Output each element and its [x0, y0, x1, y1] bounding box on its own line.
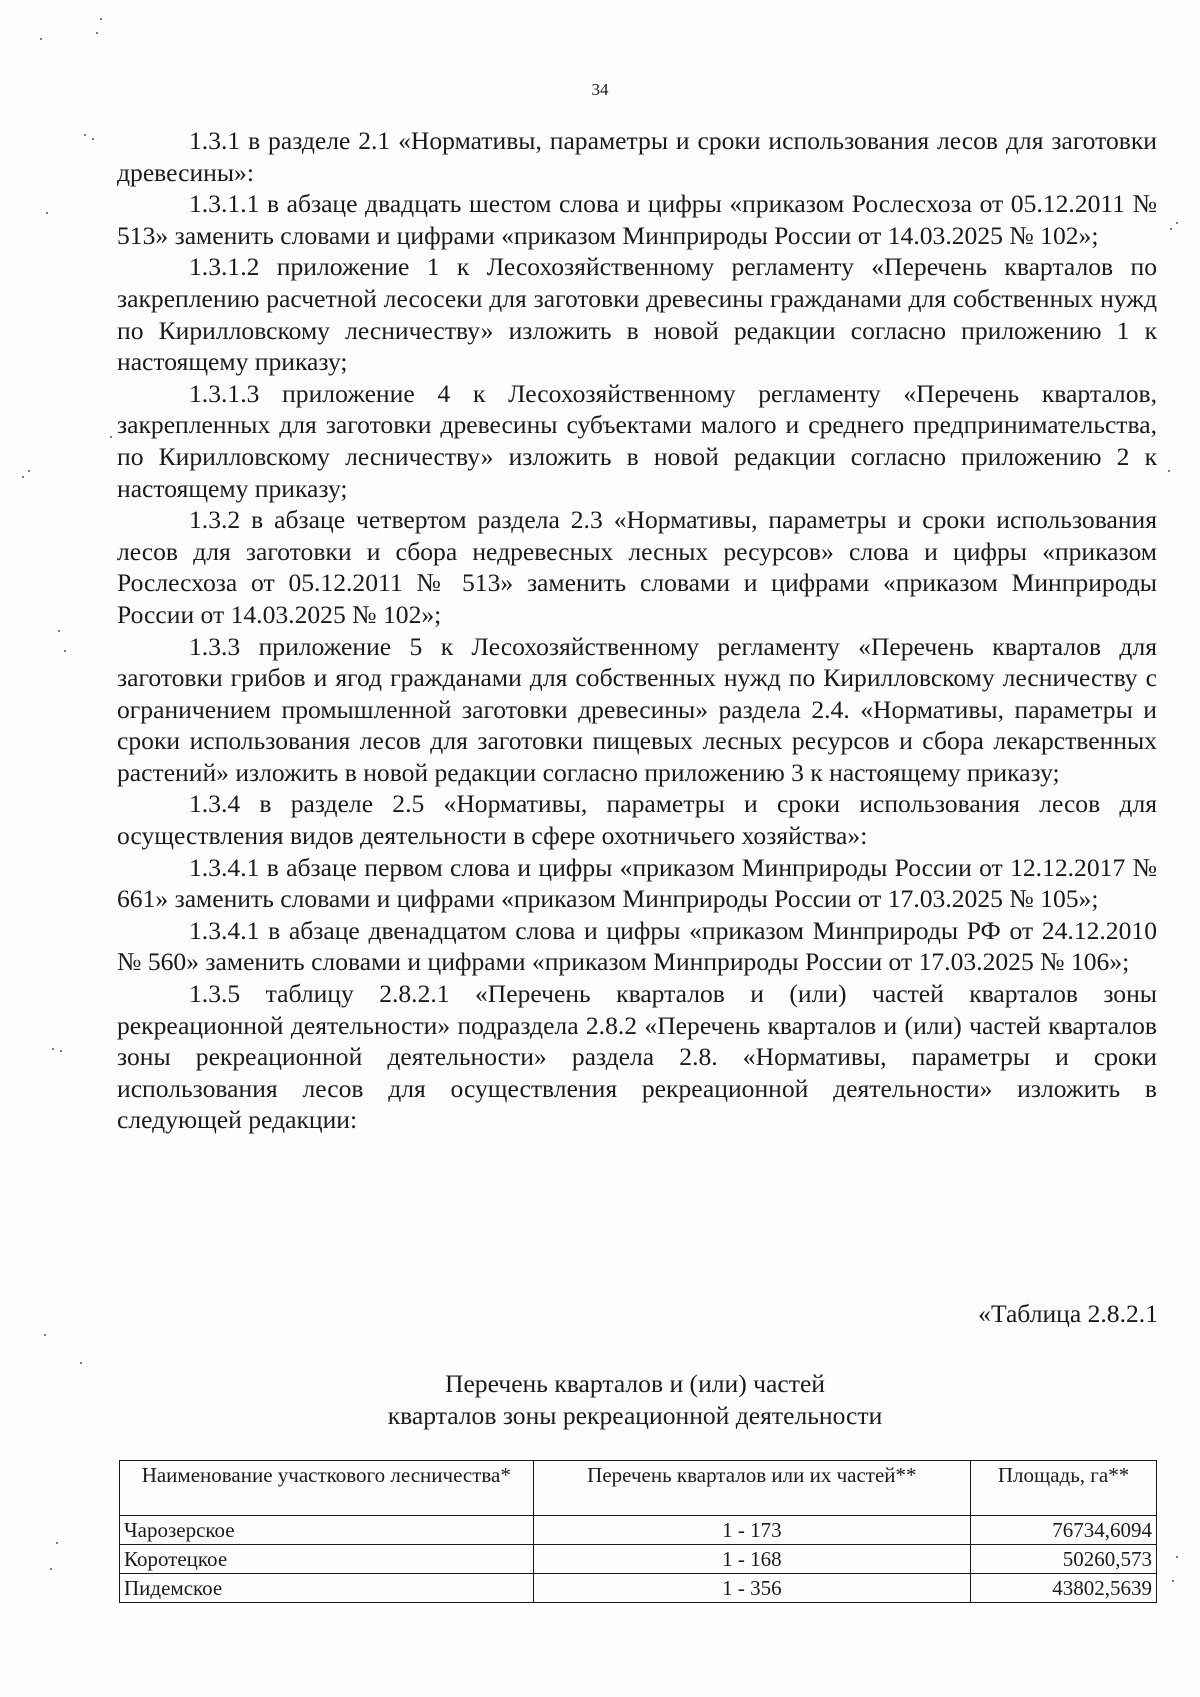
header-quarters-list: Перечень кварталов или их частей** — [533, 1461, 971, 1516]
scan-speck — [50, 1568, 52, 1570]
paragraph-1-3-1: 1.3.1 в разделе 2.1 «Нормативы, параметры и сроки использования лесов для заготовки древесины»: — [117, 126, 1157, 187]
paragraph-1-3-1-2: 1.3.1.2 приложение 1 к Лесохозяйственному регламенту «Перечень кварталов по закреплению расчетной лесосеки для заготовки древесины гражданами для собственных нужд по Кирилловскому лесничеству» изложить в новой редакции согласно приложению 1 к настоящему приказу; — [117, 252, 1157, 377]
table-title — [0, 1368, 1200, 1431]
scan-speck — [60, 1050, 62, 1052]
scan-speck — [110, 436, 112, 438]
table-row — [120, 1574, 1157, 1603]
scan-speck — [56, 1542, 58, 1544]
paragraph-1-3-2: 1.3.2 в абзаце четвертом раздела 2.3 «Нормативы, параметры и сроки использования лесов для заготовки и сбора недревесных лесных ресурсов» слова и цифры «приказом Рослесхоза от 05.12.2011 № 513» заменить словами и цифрами «приказом Минприроды России от 14.03.2025 № 102»; — [117, 505, 1157, 629]
scan-speck — [1170, 228, 1172, 230]
quarters-cell: 1 - 356 — [533, 1574, 971, 1603]
forestry-name-cell: Коротецкое — [120, 1545, 534, 1574]
table-header-row — [120, 1461, 1157, 1516]
forestry-name-cell: Пидемское — [120, 1574, 534, 1603]
scan-speck — [44, 1334, 46, 1336]
forestry-name-cell: Чарозерское — [120, 1516, 534, 1545]
paragraph-1-3-4-1-b: 1.3.4.1 в абзаце двенадцатом слова и цифры «приказом Минприроды РФ от 24.12.2010 № 560» заменить словами и цифрами «приказом Минприроды России от 17.03.2025 № 106»; — [117, 915, 1157, 977]
table-number-label: «Таблица 2.8.2.1 — [978, 1299, 1158, 1328]
paragraph-1-3-1-1: 1.3.1.1 в абзаце двадцать шестом слова и цифры «приказом Рослесхоза от 05.12.2011 № 513» заменить словами и цифрами «приказом Минприроды России от 14.03.2025 № 102»; — [117, 189, 1157, 250]
quarters-cell: 1 - 173 — [533, 1516, 971, 1545]
scan-speck — [100, 18, 102, 20]
header-forestry-name: Наименование участкового лесничества* — [120, 1461, 534, 1516]
document-body — [117, 125, 1157, 1136]
paragraph-1-3-4: 1.3.4 в разделе 2.5 «Нормативы, параметры и сроки использования лесов для осуществления видов деятельности в сфере охотничьего хозяйства»: — [117, 789, 1157, 851]
scan-speck — [1168, 470, 1170, 472]
scan-speck — [80, 1362, 82, 1364]
scan-speck — [92, 138, 94, 140]
scan-speck — [1176, 1556, 1178, 1558]
scan-speck — [28, 470, 30, 472]
scan-speck — [1176, 222, 1178, 224]
scan-speck — [46, 212, 48, 214]
scan-speck — [1172, 1580, 1174, 1582]
table-title-line-1: Перечень кварталов и (или) частей — [444, 1369, 826, 1398]
header-area: Площадь, га** — [971, 1461, 1157, 1516]
scan-speck — [22, 476, 24, 478]
paragraph-1-3-3: 1.3.3 приложение 5 к Лесохозяйственному регламенту «Перечень кварталов для заготовки грибов и ягод гражданами для собственных нужд по Кирилловскому лесничеству с ограничением промышленной заготовки древесины» раздела 2.4. «Нормативы, параметры и сроки использования лесов для заготовки пищевых лесных ресурсов и сбора лекарственных растений» изложить в новой редакции согласно приложению 3 к настоящему приказу; — [117, 631, 1157, 787]
paragraph-1-3-1-3: 1.3.1.3 приложение 4 к Лесохозяйственному регламенту «Перечень кварталов, закрепленных для заготовки древесины субъектами малого и среднего предпринимательства, по Кирилловскому лесничеству» изложить в новой редакции согласно приложению 2 к настоящему приказу; — [117, 378, 1157, 503]
scan-speck — [52, 1048, 54, 1050]
scan-speck — [40, 38, 42, 40]
table-row — [120, 1516, 1157, 1545]
area-cell: 50260,573 — [971, 1545, 1157, 1574]
table-row — [120, 1545, 1157, 1574]
scan-speck — [84, 134, 86, 136]
scan-speck — [96, 32, 98, 34]
area-cell: 43802,5639 — [971, 1574, 1157, 1603]
scan-speck — [64, 650, 66, 652]
table-title-line-2: кварталов зоны рекреационной деятельности — [387, 1400, 883, 1430]
area-cell: 76734,6094 — [971, 1516, 1157, 1545]
scan-speck — [58, 630, 60, 632]
page-number: 34 — [591, 80, 609, 99]
quarters-cell: 1 - 168 — [533, 1545, 971, 1574]
paragraph-1-3-4-1-a: 1.3.4.1 в абзаце первом слова и цифры «приказом Минприроды России от 12.12.2017 № 661» заменить словами и цифрами «приказом Минприроды России от 17.03.2025 № 105»; — [117, 852, 1157, 914]
paragraph-1-3-5: 1.3.5 таблицу 2.8.2.1 «Перечень кварталов и (или) частей кварталов зоны рекреационной деятельности» подраздела 2.8.2 «Перечень кварталов и (или) частей кварталов зоны рекреационной деятельности» раздела 2.8. «Нормативы, параметры и сроки использования лесов для осуществления рекреационной деятельности» изложить в следующей редакции: — [117, 979, 1157, 1135]
recreation-quarters-table — [119, 1460, 1157, 1603]
